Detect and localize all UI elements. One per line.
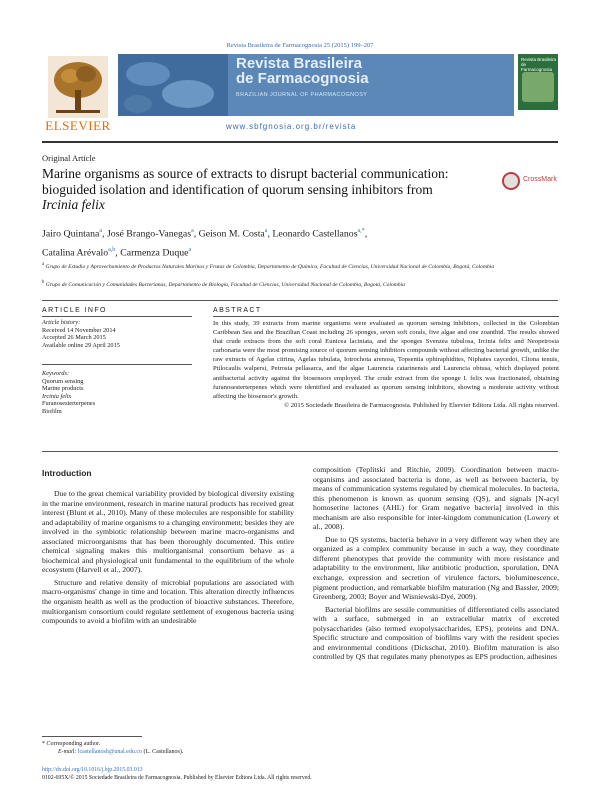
- body-paragraph: Due to QS systems, bacteria behave in a very different way when they are organized as a complex community because in such a way, they coordinate different phenotypes that provide the community with more resistance and adaptability to the environment, like antibiotic production, sporulation, DNA exchange, expression and secretion of virulence factors, bioluminescence, pigment production, and remarkable biofilm maturation (Ng and Bassler, 2009; Greenberg, 2003; Boyer and Wisniewski-Dyé, 2009).: [313, 534, 559, 602]
- journal-banner-title: [236, 56, 369, 86]
- author-affiliation-link[interactable]: a,b: [108, 247, 116, 254]
- issn-copyright: 0102-695X/© 2015 Sociedade Brasileira de Farmacognosia. Published by Elsevier Editora Ltda. All rights reserved.: [42, 775, 312, 781]
- article-title: [42, 166, 472, 213]
- body-paragraph: Bacterial biofilms are sessile communities of differentiated cells associated with a surface, submerged in an extracellular matrix of excreted polysaccharides (also termed exopolysaccharides, EPS), proteins and DNA. Specific structure and composition of biofilms vary with the resident species and environmental conditions (Dickschat, 2010). Biofilm maturation is also controlled by QS that regulates many phenotypes as EPS production, adhesines: [313, 604, 559, 662]
- author-affiliation-link[interactable]: a: [188, 247, 192, 254]
- article-type: Original Article: [42, 153, 96, 163]
- article-info-label: ARTICLE INFO: [42, 307, 107, 314]
- cover-title: Revista Brasileira de Farmacognosia: [521, 57, 557, 72]
- corresponding-author-footnote: [42, 740, 312, 756]
- history-item: Available online 29 April 2015: [42, 341, 120, 349]
- history-header: Article history:: [42, 319, 81, 326]
- author-name: Geison M. Costa: [198, 228, 265, 240]
- abstract-body: [213, 319, 559, 410]
- section-heading-introduction: Introduction: [42, 468, 92, 478]
- keyword: Quorum sensing: [42, 377, 84, 385]
- journal-subtitle: BRAZILIAN JOURNAL OF PHARMACOGNOSY: [236, 92, 368, 98]
- crossmark-icon: [502, 172, 520, 190]
- masthead-divider: [42, 141, 558, 143]
- author-affiliation-link[interactable]: a,*: [357, 228, 365, 234]
- header-divider: [42, 300, 558, 301]
- footnote-marker: *: [42, 741, 45, 747]
- body-column-right: [313, 465, 559, 665]
- abstract-text: In this study, 39 extracts from marine organisms were evaluated as quorum sensing inhibitors, collected in the Colombian Caribbean Sea and the Brazilian Coast including 26 sponges, seven soft corals, five algae and one zoanthid. The results showed that crude extracts from the soft coral Eunicea laciniata, and the sponges Svenzea tubulosa, Ircinia felix and Neopetrosia carbonaria were the most promising source of quorum sensing inhibitors compounds without affecting bacterial growth, unlike the raw extracts of Agelas citrina, Agelas tubulata, Iotrochota arenosa, Topsentia ophiraphidites, Niphates caycedoi, Cliona tenuis, Ptilocaulis walpersi, Petrosia pellasarca, and the algae Laurencia catarinensis and Laurencia obtusa, which displayed potent antibacterial activity against the biosensors employed. The crude extract from the sponge I. felix was fractionated, obtaining furanosesterterpenes which were identified and evaluated as quorum sensing inhibitors, showing a moderate activity without affecting the biosensor's growth.: [213, 320, 559, 400]
- author-name: José Brango-Vanegas: [106, 228, 192, 240]
- abstract-copyright: © 2015 Sociedade Brasileira de Farmacognosia. Published by Elsevier Editora Ltda. All rights reserved.: [284, 401, 559, 409]
- keyword-list: [42, 370, 192, 416]
- affiliation-marker: b: [42, 280, 45, 285]
- history-item: Accepted 26 March 2015: [42, 334, 106, 342]
- footnote-corresponding: Corresponding author.: [46, 741, 101, 747]
- footnote-email-label: E-mail:: [58, 749, 77, 755]
- body-paragraph: Structure and relative density of microbial populations are associated with macro-organisms' change in time and location. This alteration directly influences the organism health as well as the production of bioactive substances. Therefore, multiorganism consortium could regulate settlement of exogenous bacteria using compounds to avoid a biofilm with an undesirable: [42, 577, 294, 626]
- affiliation-text: Grupo de Estudio y Aprovechamiento de Productos Naturales Marinos y Frutas de Colombia, Departamento de Química, Facultad de Ciencias, Universidad Nacional de Colombia, Bogotá, Colombia: [45, 263, 495, 270]
- abstract-end-divider: [42, 451, 558, 452]
- abstract-divider: [213, 316, 559, 317]
- banner-artwork: [118, 54, 228, 116]
- author-email-link[interactable]: lcastellanosh@unal.edu.co: [77, 749, 142, 755]
- crossmark-label: CrossMark: [523, 176, 557, 183]
- author-affiliation-link[interactable]: a: [264, 228, 268, 234]
- history-item: Received 14 November 2014: [42, 326, 116, 334]
- keyword: Furanosesterterpenes: [42, 400, 96, 408]
- journal-name-line2: de Farmacognosia: [236, 70, 369, 87]
- journal-banner: [118, 54, 514, 116]
- title-species: Ircinia felix: [42, 197, 105, 212]
- author-affiliation-link[interactable]: a: [99, 228, 103, 234]
- title-main: Marine organisms as source of extracts to disrupt bacterial communication: bioguided isolation and identification of quorum sensing inhibitors from: [42, 166, 449, 197]
- author-list: Jairo Quintana$^a$, José Brango-Vanegas$^a$, Geison M. Costa$^a$, Leonardo Castellanos$^{a,*}$, Catalina Arévalo$^{a,b}$, Carmenza Duque$^a$: [42, 228, 368, 259]
- article-info-divider: [42, 316, 192, 317]
- footnote-divider: [42, 736, 142, 737]
- author-name: Leonardo Castellanos: [272, 228, 358, 240]
- doi-block: [42, 766, 558, 782]
- keyword: Ircinia felix: [42, 392, 72, 400]
- article-history: [42, 319, 192, 349]
- keyword: Marine products: [42, 385, 84, 393]
- footnote-email-name: (L. Castellanos).: [143, 749, 184, 755]
- keyword: Biofilm: [42, 407, 62, 415]
- doi-link[interactable]: http://dx.doi.org/10.1016/j.bjp.2015.03.013: [42, 767, 143, 773]
- elsevier-tree-icon: [48, 56, 108, 118]
- body-column-left: [42, 489, 294, 629]
- author-affiliation-link[interactable]: a: [191, 228, 194, 234]
- journal-reference[interactable]: Revista Brasileira de Farmacognosia 25 (2015) 199–207: [226, 42, 374, 49]
- journal-name-line1: Revista Brasileira: [236, 55, 362, 72]
- body-paragraph: Due to the great chemical variability provided by biological diversity existing in the marine environment, research in marine natural products has received great interest (Blunt et al., 2010). Many of these molecules are responsible for stability and adaptability of marine organisms to a changing environment; besides they are involved in the symbiotic relationship between marine macro-organisms and associated microorganisms that has been thoroughly documented. This entire chemical signaling makes this multiorganismal consortium behave as a biochemical and physiological unit fundamental to the equilibrium of the whole ecosystem (Harvell et al., 2007).: [42, 489, 294, 575]
- history-divider: [42, 364, 192, 365]
- keywords-header: Keywords:: [42, 370, 70, 377]
- leaf-pattern-icon: [118, 54, 228, 116]
- abstract-label: ABSTRACT: [213, 307, 262, 314]
- journal-url-link[interactable]: www.sbfgnosia.org.br/revista: [226, 122, 357, 131]
- affiliation-text: Grupo de Comunicación y Comunidades Bacterianas, Departamento de Biología, Facultad de Ciencias, Universidad Nacional de Colombia, Bogotá, Colombia: [45, 281, 405, 288]
- journal-cover: [518, 54, 558, 110]
- author-name: Carmenza Duque: [120, 247, 189, 259]
- cover-image: [522, 72, 554, 102]
- masthead: [42, 52, 558, 138]
- author-name: Jairo Quintana: [42, 228, 100, 240]
- crossmark-button[interactable]: [502, 172, 558, 192]
- body-paragraph: composition (Teplitski and Ritchie, 2009). Coordination between macro-organisms and associated bacteria is done, as well as between bacteria, by means of communication systems regulated by chemical molecules. In bacteria, this phenomenon is known as quorum sensing (QS), and signals [N-acyl homoserine lactones (AHL) for Gram negative bacteria] involved in this mechanism are also responsible for inter-kingdom communication (Lowery et al., 2008).: [313, 465, 559, 532]
- elsevier-logo: [42, 52, 114, 138]
- affiliation: [42, 261, 558, 271]
- affiliation-marker: a: [42, 262, 45, 267]
- author-name: Catalina Arévalo: [42, 247, 109, 259]
- affiliation: [42, 279, 558, 289]
- elsevier-wordmark: ELSEVIER: [45, 118, 111, 133]
